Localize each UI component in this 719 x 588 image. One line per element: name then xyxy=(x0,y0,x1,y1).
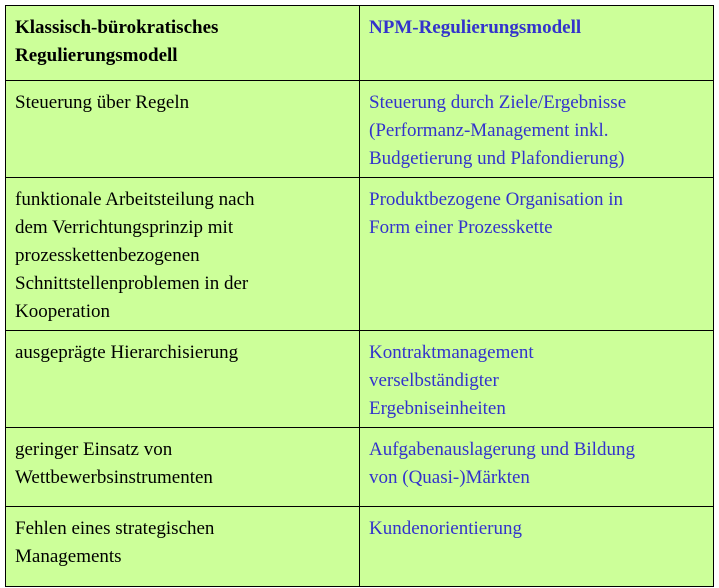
classic-cell-text: geringer Einsatz von Wettbewerbsinstrumenten xyxy=(15,439,213,488)
table-row xyxy=(6,331,714,428)
npm-cell-text: Produktbezogene Organisation in Form einer Prozesskette xyxy=(369,189,623,238)
header-npm-model-text: NPM-Regulierungsmodell xyxy=(369,17,582,38)
classic-cell-text: Fehlen eines strategischen Managements xyxy=(15,518,215,567)
table-row xyxy=(6,178,714,331)
npm-cell-text: Kundenorientierung xyxy=(369,518,523,539)
comparison-table-wrapper xyxy=(5,5,713,583)
comparison-table xyxy=(5,5,714,587)
npm-cell-text: Steuerung durch Ziele/Ergebnisse (Performanz-Management inkl. Budgetierung und Plafondierung) xyxy=(369,92,627,169)
npm-cell xyxy=(360,428,714,507)
classic-cell xyxy=(6,81,360,178)
table-row xyxy=(6,507,714,587)
header-classic-model-text: Klassisch-bürokratisches Regulierungsmodell xyxy=(15,17,219,66)
header-classic-model xyxy=(6,6,360,81)
npm-cell xyxy=(360,507,714,587)
classic-cell xyxy=(6,331,360,428)
npm-cell xyxy=(360,81,714,178)
classic-cell-text: Steuerung über Regeln xyxy=(15,92,190,113)
table-header-row xyxy=(6,6,714,81)
npm-cell xyxy=(360,178,714,331)
classic-cell xyxy=(6,428,360,507)
table-row xyxy=(6,428,714,507)
classic-cell xyxy=(6,507,360,587)
npm-cell xyxy=(360,331,714,428)
classic-cell-text: ausgeprägte Hierarchisierung xyxy=(15,342,239,363)
npm-cell-text: Kontraktmanagement verselbständigter Ergebniseinheiten xyxy=(369,342,534,419)
npm-cell-text: Aufgabenauslagerung und Bildung von (Quasi-)Märkten xyxy=(369,439,635,488)
header-npm-model xyxy=(360,6,714,81)
classic-cell xyxy=(6,178,360,331)
table-row xyxy=(6,81,714,178)
classic-cell-text: funktionale Arbeitsteilung nach dem Verrichtungsprinzip mit prozesskettenbezogenen Schnittstellenproblemen in der Kooperation xyxy=(15,189,255,322)
